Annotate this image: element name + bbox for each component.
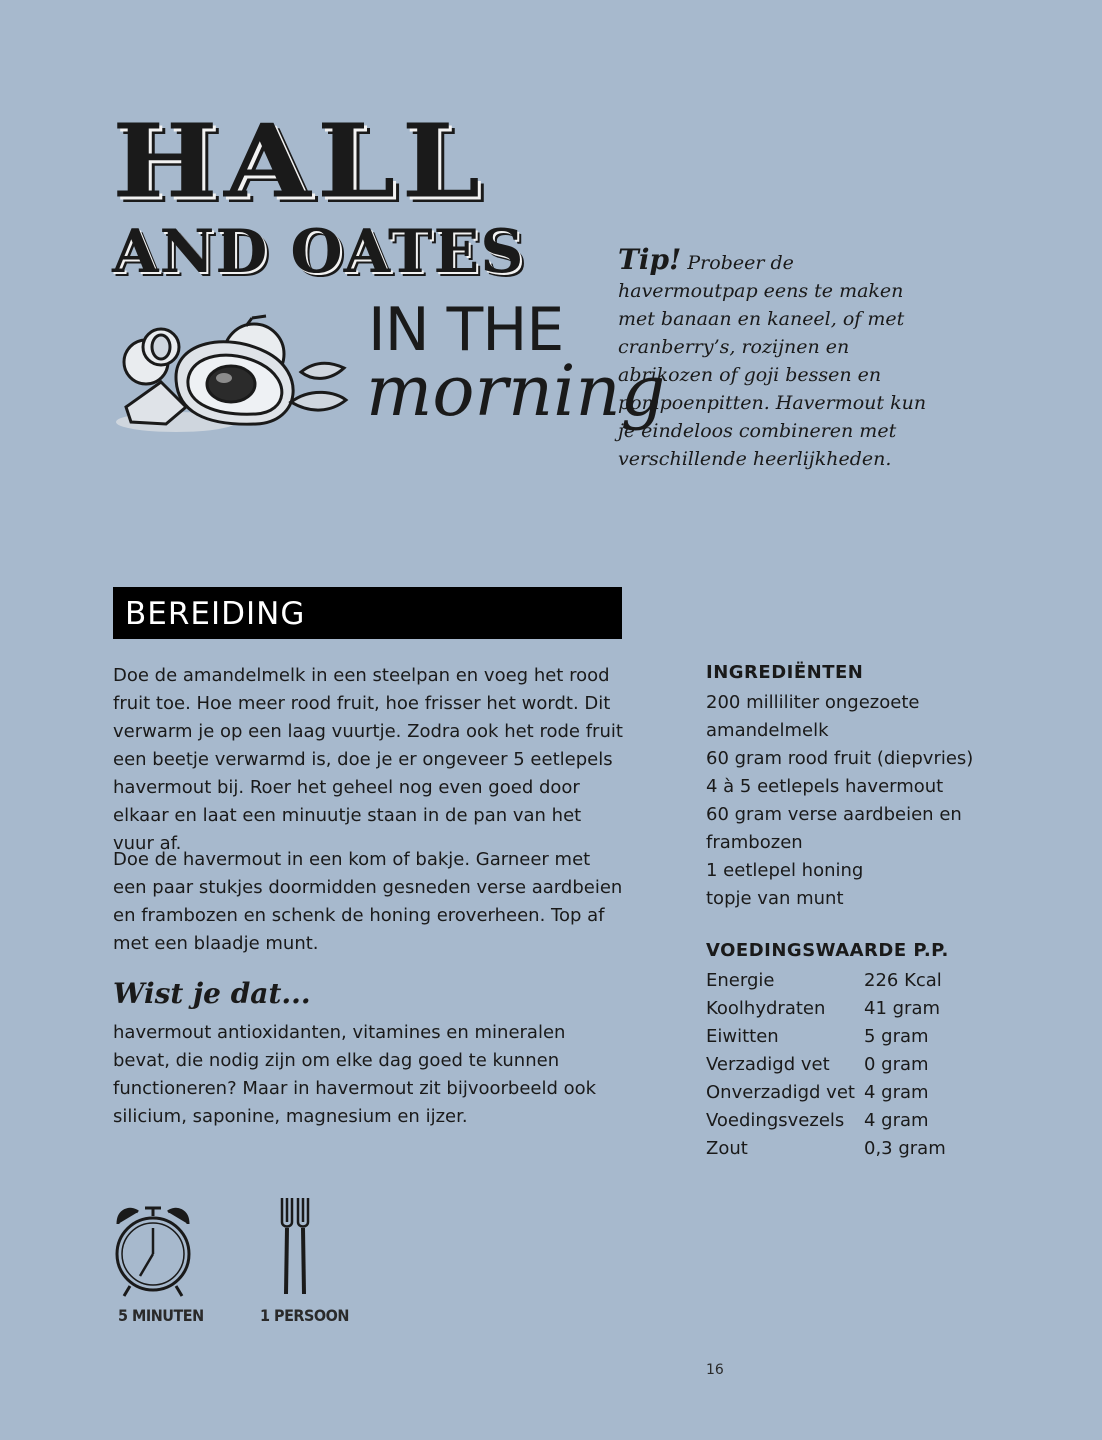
ingredients-heading: INGREDIËNTEN <box>706 662 864 683</box>
ingredient-item: 4 à 5 eetlepels havermout <box>706 776 944 797</box>
nutrition-name: Energie <box>706 970 775 991</box>
title-in-the: IN THE <box>368 295 564 365</box>
nutrition-name: Eiwitten <box>706 1026 779 1047</box>
nutrition-value: 0 gram <box>864 1054 929 1075</box>
nutrition-value: 41 gram <box>864 998 941 1019</box>
nutrition-value: 4 gram <box>864 1082 929 1103</box>
ingredient-item: 60 gram verse aardbeien en <box>706 804 962 825</box>
fruit-illustration <box>106 312 356 442</box>
nutrition-name: Zout <box>706 1138 748 1159</box>
nutrition-value: 0,3 gram <box>864 1138 946 1159</box>
title-hall: HALL <box>112 103 487 221</box>
nutrition-table <box>706 967 946 1163</box>
nutrition-name: Koolhydraten <box>706 998 826 1019</box>
alarm-clock-icon <box>112 1196 194 1300</box>
ingredient-item: topje van munt <box>706 888 844 909</box>
ingredients-list <box>706 689 986 913</box>
nutrition-row <box>706 1051 946 1079</box>
nutrition-row <box>706 967 946 995</box>
forks-icon <box>276 1196 316 1300</box>
section-bar-bereiding <box>113 587 622 639</box>
nutrition-row <box>706 995 946 1023</box>
instructions-paragraph-2: Doe de havermout in een kom of bakje. Garneer met een paar stukjes doormidden gesneden verse aardbeien en frambozen en schenk de honing eroverheen. Top af met een blaadje munt. <box>113 849 623 954</box>
tip-label: Tip! <box>618 243 682 276</box>
nutrition-value: 4 gram <box>864 1110 929 1131</box>
ingredient-item: frambozen <box>706 832 803 853</box>
ingredient-item: amandelmelk <box>706 720 829 741</box>
tip-text: Probeer de havermoutpap eens te maken met banaan en kaneel, of met cranberry’s, rozijnen en abrikozen of goji bessen en pompoenpitten. Havermout kun je eindeloos combineren met verschillende heerlijkheden. <box>618 252 927 470</box>
nutrition-name: Verzadigd vet <box>706 1054 830 1075</box>
time-label: 5 MINUTEN <box>118 1306 204 1325</box>
nutrition-row <box>706 1107 946 1135</box>
section-heading: BEREIDING <box>125 596 306 632</box>
nutrition-name: Onverzadigd vet <box>706 1082 855 1103</box>
title-morning: morning <box>366 350 666 432</box>
page-number: 16 <box>706 1362 724 1378</box>
nutrition-value: 226 Kcal <box>864 970 942 991</box>
nutrition-row <box>706 1079 946 1107</box>
nutrition-row <box>706 1023 946 1051</box>
tip-box <box>618 243 938 473</box>
wist-je-dat-text: havermout antioxidanten, vitamines en mineralen bevat, die nodig zijn om elke dag goed te kunnen functioneren? Maar in havermout zit bijvoorbeeld ook silicium, saponine, magnesium en ijzer. <box>113 1022 597 1127</box>
nutrition-row <box>706 1135 946 1163</box>
servings-label: 1 PERSOON <box>260 1306 349 1325</box>
nutrition-heading: VOEDINGSWAARDE P.P. <box>706 940 949 961</box>
title-and-oates: AND OATES <box>112 217 525 287</box>
ingredient-item: 1 eetlepel honing <box>706 860 864 881</box>
ingredient-item: 60 gram rood fruit (diepvries) <box>706 748 974 769</box>
ingredient-item: 200 milliliter ongezoete <box>706 692 920 713</box>
instructions-paragraph-1: Doe de amandelmelk in een steelpan en voeg het rood fruit toe. Hoe meer rood fruit, hoe frisser het wordt. Dit verwarm je op een laag vuurtje. Zodra ook het rode fruit een beetje verwarmd is, doe je er ongeveer 5 eetlepels havermout bij. Roer het geheel nog even goed door elkaar en laat een minuutje staan in de pan van het vuur af. <box>113 665 623 854</box>
nutrition-value: 5 gram <box>864 1026 929 1047</box>
wist-je-dat-heading: Wist je dat... <box>113 977 311 1010</box>
nutrition-name: Voedingsvezels <box>706 1110 845 1131</box>
